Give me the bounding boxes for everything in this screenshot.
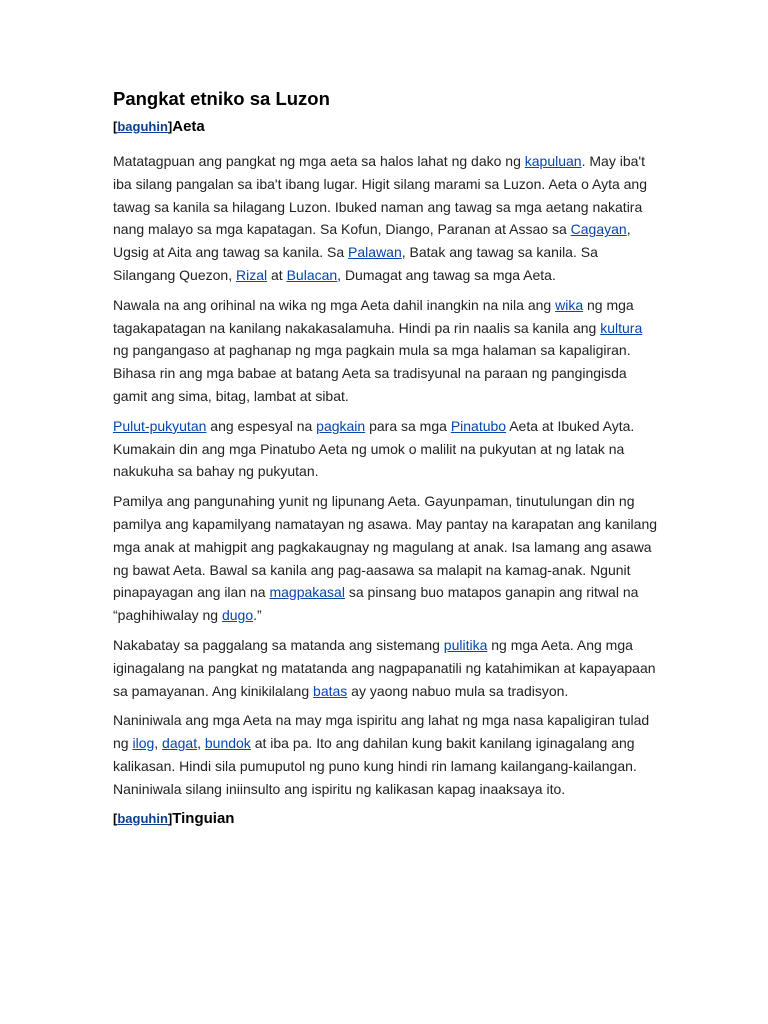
inline-link[interactable]: dagat — [162, 735, 198, 752]
section-heading-aeta — [113, 116, 658, 138]
text-run: at — [267, 266, 287, 283]
inline-link[interactable]: Rizal — [235, 266, 268, 283]
inline-link[interactable]: magpakasal — [269, 584, 345, 601]
section-body-aeta — [113, 150, 658, 801]
text-run: Naniniwala ang mga Aeta na may mga ispiritu ang lahat ng mga nasa kapaligiran tulad ng — [113, 712, 650, 752]
inline-link[interactable]: pulitika — [443, 636, 488, 653]
inline-link[interactable]: pagkain — [316, 417, 366, 434]
paragraph — [113, 415, 658, 483]
text-run: .” — [253, 607, 262, 624]
edit-bracket-open: [ — [113, 119, 118, 134]
text-run: . May iba't iba silang pangalan sa iba't ibang lugar. Higit silang marami sa Luzon. Aeta o Ayta ang tawag sa kanila sa hilagang Luzon. Ibuked naman ang tawag sa mga aetang nakatira nang malayo sa mga kapatagan. Sa Kofun, Diango, Paranan at Assao sa — [113, 153, 647, 238]
inline-link[interactable]: dugo — [221, 607, 254, 624]
inline-link[interactable]: ilog — [132, 735, 155, 752]
inline-link[interactable]: Pinatubo — [450, 417, 507, 434]
paragraph — [113, 634, 658, 702]
inline-link[interactable]: kapuluan — [524, 153, 582, 169]
text-run: Pamilya ang pangunahing yunit ng lipunang Aeta. Gayunpaman, tinutulungan din ng pamilya ang kapamilyang namatayan ng asawa. May pantay na karapatan ang kanilang mga anak at mahigpit ang pagkakaugnay ng magulang at anak. Isa lamang ang asawa ng bawat Aeta. Bawal sa kanila ang pag-aasawa sa malapit na kamag-anak. Ngunit pinapayagan ang ilan na — [113, 493, 658, 601]
paragraph — [113, 709, 658, 800]
paragraph — [113, 150, 658, 287]
edit-bracket-close: ] — [167, 119, 173, 134]
inline-link[interactable]: Pulut-pukyutan — [113, 417, 207, 434]
edit-bracket-open: [ — [113, 810, 118, 826]
text-run: Matatagpuan ang pangkat ng mga aeta sa halos lahat ng dako ng — [113, 153, 525, 169]
text-run: sa pinsang buo matapos ganapin ang ritwal na “paghihiwalay ng — [113, 584, 639, 624]
text-run: para sa mga — [365, 417, 451, 434]
paragraph — [113, 490, 658, 627]
text-run: , — [197, 735, 205, 752]
inline-link[interactable]: Palawan — [348, 244, 402, 261]
edit-section-link[interactable]: baguhin — [117, 810, 168, 826]
article — [113, 88, 658, 842]
inline-link[interactable]: Bulacan — [286, 266, 338, 283]
text-run: , Dumagat ang tawag sa mga Aeta. — [337, 266, 556, 283]
inline-link[interactable]: Cagayan — [570, 221, 627, 238]
inline-link[interactable]: wika — [555, 296, 584, 313]
inline-link[interactable]: batas — [313, 682, 348, 699]
page-title: Pangkat etniko sa Luzon — [113, 88, 330, 109]
text-run: ang espesyal na — [206, 417, 317, 434]
text-run: , Batak ang tawag sa kanila. Sa Silangang Quezon, — [113, 244, 598, 283]
inline-link[interactable]: bundok — [204, 735, 251, 752]
text-run: ay yaong nabuo mula sa tradisyon. — [347, 682, 569, 699]
text-run: ng pangangaso at paghanap ng mga pagkain mula sa mga halaman sa kapaligiran. Bihasa rin ang mga babae at batang Aeta sa tradisyunal na paraan ng pangingisda gamit ang sima, bitag, lambat at sibat. — [113, 342, 631, 404]
section-heading-text: Aeta — [172, 118, 205, 135]
text-run: , — [154, 735, 163, 752]
text-run: Nawala na ang orihinal na wika ng mga Aeta dahil inangkin na nila ang — [113, 296, 556, 313]
paragraph — [113, 294, 658, 408]
text-run: Nakabatay sa paggalang sa matanda ang sistemang — [113, 636, 444, 653]
edit-bracket-close: ] — [167, 810, 173, 826]
section-heading-tinguian — [113, 808, 658, 830]
text-run: ng mga Aeta. Ang mga iginagalang na pangkat ng matatanda ang nagpapanatili ng katahimikan at kapayapaan sa pamayanan. Ang kinikilalang — [113, 636, 656, 699]
inline-link[interactable]: kultura — [600, 319, 643, 336]
text-run: , Ugsig at Aita ang tawag sa kanila. Sa — [113, 221, 631, 261]
edit-section-link[interactable]: baguhin — [117, 119, 168, 134]
text-run: Aeta at Ibuked Ayta. Kumakain din ang mga Pinatubo Aeta ng umok o malilit na pukyutan at ng latak na nakukuha sa bahay ng pukyutan. — [113, 417, 635, 480]
section-heading-text: Tinguian — [172, 809, 235, 827]
text-run: ng mga tagakapatagan na kanilang nakakasalamuha. Hindi pa rin naalis sa kanila ang — [113, 296, 634, 336]
text-run: at iba pa. Ito ang dahilan kung bakit kanilang iginagalang ang kalikasan. Hindi sila pumuputol ng puno kung hindi rin lamang kailangang-kailangan. Naniniwala silang iniinsulto ang ispiritu ng kalikasan kapag inaaksaya ito. — [113, 735, 637, 797]
